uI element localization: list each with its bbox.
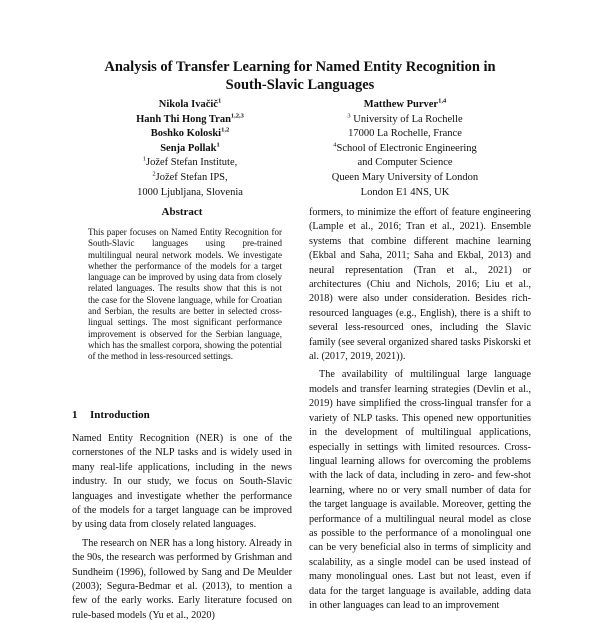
affiliation-line: 1000 Ljubljana, Slovenia bbox=[137, 186, 243, 198]
paper-title-line-2: South-Slavic Languages bbox=[225, 77, 375, 93]
section-title: Introduction bbox=[90, 409, 150, 421]
author-block-left bbox=[100, 98, 280, 200]
section-number: 1 bbox=[72, 409, 78, 421]
body-paragraph: formers, to minimize the effort of feature engineering (Lample et al., 2016; Tran et al., 2021). Ensemble systems that combine different machine learning (Ekbal and Saha, 2011; Saha and Ekbal, 2013) and neural representation (Tran et al., 2021) or architectures (Chiu and Nichols, 2016; Liu et al., 2018) were also under consideration. Besides rich-resourced languages (e.g., English), there is a shift to several less-resourced ones, including the Slavic family (see several organized shared tasks Piskorski et al. (2017, 2019, 2021)). bbox=[309, 207, 531, 363]
affiliation-line: $^2$Jožef Stefan IPS, bbox=[152, 170, 228, 183]
paper-title-line-1: Analysis of Transfer Learning for Named Entity Recognition in bbox=[104, 59, 496, 75]
author-block-right bbox=[300, 98, 510, 200]
body-paragraph: Named Entity Recognition (NER) is one of the cornerstones of the NLP tasks and is widely used in many real-life applications, including in the news industry. In our study, we focus on South-Slavic languages and investigate whether the performance of the models for a target language can be improved by using data from closely related languages. bbox=[72, 433, 292, 531]
affiliation-line: and Computer Science bbox=[357, 157, 453, 169]
affiliation-line: $^1$Jožef Stefan Institute, bbox=[142, 155, 238, 169]
abstract-heading: Abstract bbox=[161, 206, 203, 218]
affiliation-line: $^3$ University of La Rochelle bbox=[347, 112, 463, 125]
body-paragraph: The availability of multilingual large language models and transfer learning strategies (Devlin et al., 2019) have simplified the cross-lingual transfer for a variety of NLP tasks. This opened new opportunities in the development of multilingual applications, especially in settings with limited resources. Cross-lingual learning allows for overcoming the problems with the lack of data, including in zero- and few-shot learning, where no or very small number of data for the target language is available. Moreover, getting the performance of a multilingual neural model as close as possible to the performance of a monolingual one can be very beneficial also in terms of simplicity and scalability, as a single model can be used instead of many monolingual ones. Last but not least, even if data for the target language is available, adding data in other languages can lead to an improvement bbox=[309, 369, 531, 611]
affiliation-line: London E1 4NS, UK bbox=[360, 186, 450, 198]
left-column-body bbox=[72, 432, 292, 621]
right-column-body bbox=[309, 206, 531, 611]
affiliation-line: 17000 La Rochelle, France bbox=[348, 128, 462, 140]
body-paragraph: The research on NER has a long history. Already in the 90s, the research was performed by Grishman and Sundheim (1996), followed by Sang and De Meulder (2003); Segura-Bedmar et al. (2013), to mention a few of the early works. Early literature focused on rule-based models (Yu et al., 2020) bbox=[72, 537, 292, 621]
author-name: Senja Pollak$^1$ bbox=[160, 141, 220, 154]
section-heading bbox=[72, 409, 292, 421]
affiliation-line: $^4$School of Electronic Engineering bbox=[333, 141, 477, 154]
author-name: Boshko Koloski$^{1,2}$ bbox=[150, 126, 230, 140]
author-name: Hanh Thi Hong Tran$^{1,2,3}$ bbox=[136, 112, 244, 125]
affiliation-line: Queen Mary University of London bbox=[331, 171, 479, 183]
author-name: Matthew Purver$^{1,4}$ bbox=[363, 97, 447, 110]
abstract-text: This paper focuses on Named Entity Recognition for South-Slavic languages using pre-trained multilingual neural network models. We investigate whether the performance of the models for a target language can be improved by using data from closely related languages. The results show that this is not the case for the Slovene language, while for Croatian and Serbian, the results are better in selected cross-lingual settings. The most significant performance improvement is observed for the Serbian language, which has the smallest corpora, showing the potential of the method in less-resourced settings. bbox=[88, 227, 282, 362]
paper-title bbox=[60, 58, 540, 94]
author-name: Nikola Ivačič$^1$ bbox=[158, 97, 222, 110]
